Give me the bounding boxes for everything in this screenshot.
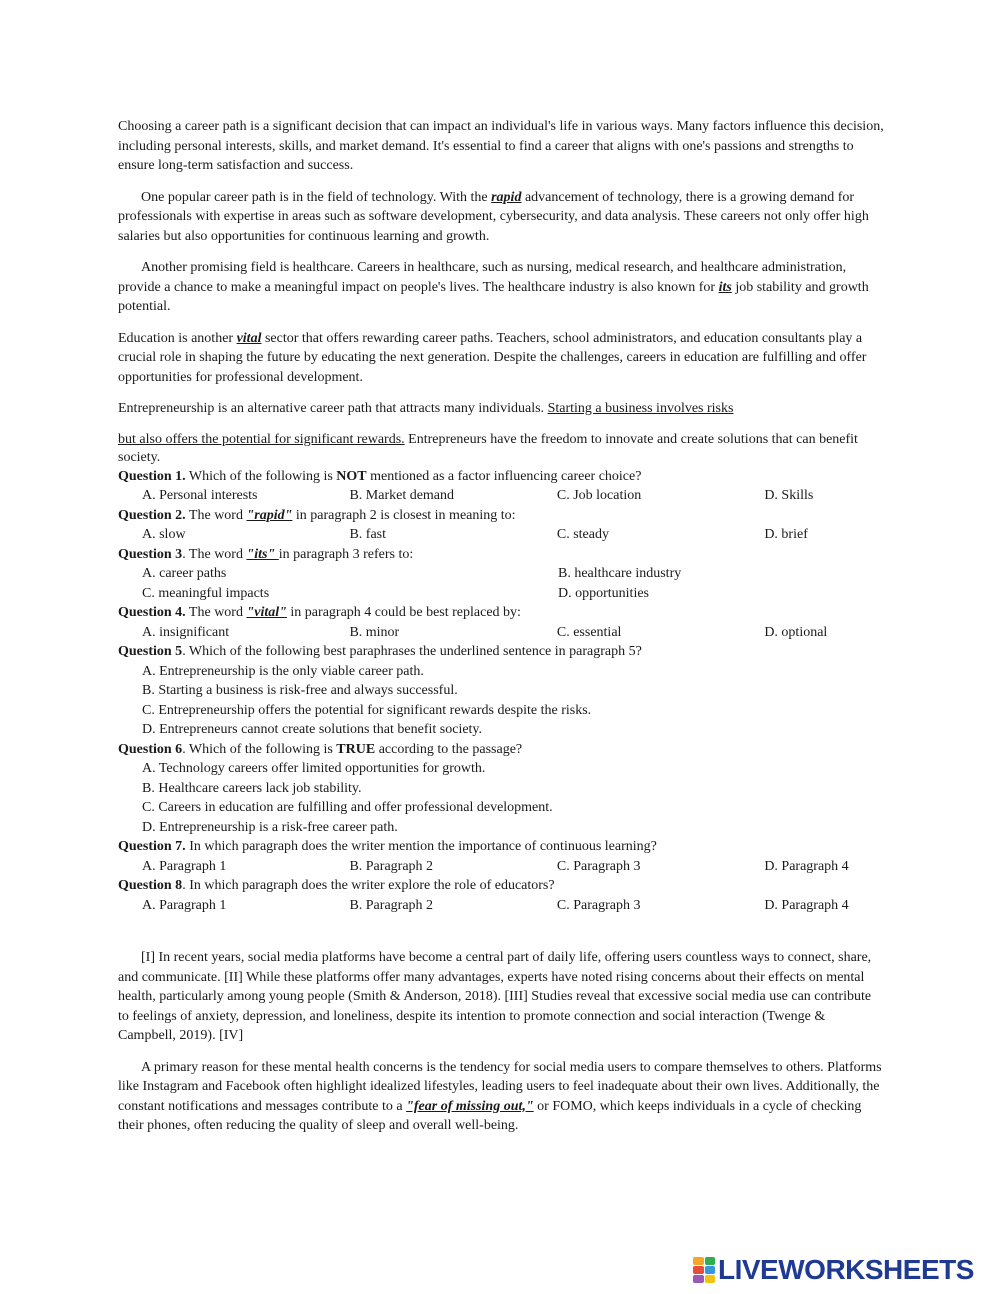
question-8-options: [118, 896, 884, 916]
question-1-emphasis: NOT: [336, 468, 367, 484]
question-3-keyword: "its": [246, 546, 279, 562]
paragraph-5-line-2: [118, 431, 884, 467]
question-8-text: . In which paragraph does the writer explore the role of educators?: [182, 878, 555, 893]
question-5-label: Question 5: [118, 644, 183, 659]
paragraph-4: [118, 329, 884, 388]
question-1-label: Question 1.: [118, 468, 186, 484]
keyword-its: its: [718, 279, 732, 295]
paragraph-2: [118, 188, 884, 247]
passage-2-paragraph-2-text-end: or FOMO, which keeps individuals in a cycle of checking their phones, often reducing the quality of sleep and overall well-being.: [118, 1098, 862, 1133]
option-d[interactable]: D. Skills: [764, 488, 814, 503]
question-3-stem: [118, 545, 884, 565]
question-7-options: [118, 857, 884, 877]
option-d[interactable]: D. Paragraph 4: [764, 897, 849, 913]
question-6-text: . Which of the following is: [182, 741, 337, 757]
question-8-label: Question 8: [118, 878, 183, 893]
passage-2-paragraph-2: [118, 1058, 884, 1136]
option-d[interactable]: D. Entrepreneurship is a risk-free career path.: [142, 819, 398, 835]
question-3-options-row-1: [118, 564, 884, 584]
keyword-fear-of-missing-out: "fear of missing out,": [406, 1098, 534, 1114]
question-3-text-end: in paragraph 3 refers to:: [278, 546, 414, 562]
question-4-keyword: "vital": [246, 605, 287, 620]
question-4-stem: [118, 603, 884, 623]
question-8: [118, 876, 884, 915]
option-c[interactable]: C. Paragraph 3: [556, 897, 641, 913]
paragraph-3: [118, 258, 884, 317]
keyword-rapid: rapid: [491, 189, 522, 205]
question-2-stem: [118, 506, 884, 526]
option-b[interactable]: B. Paragraph 2: [349, 858, 434, 874]
logo-block: [705, 1257, 716, 1265]
paragraph-1: Choosing a career path is a significant decision that can impact an individual's life in various ways. Many factors influence this decision, including personal interests, skills, and market demand. It's essential to find a career that aligns with one's passions and strengths to ensure long-term satisfaction and success.: [118, 119, 884, 173]
passage-2-paragraph-2-text: A primary reason for these mental health concerns is the tendency for social media users to compare themselves to others. Platforms like Instagram and Facebook often highlight idealized lifestyles, leading users to feel inadequate about their own lives. Additionally, the constant notifications and messages contribute to a: [118, 1059, 882, 1114]
question-2: [118, 506, 884, 545]
paragraph-4-text: Education is another: [118, 330, 237, 346]
question-8-stem: [118, 876, 884, 896]
option-d[interactable]: D. opportunities: [558, 585, 649, 601]
question-1-text-end: mentioned as a factor influencing career choice?: [366, 468, 642, 484]
question-6-stem: [118, 740, 884, 760]
option-b[interactable]: B. Market demand: [349, 488, 455, 503]
question-6-emphasis: TRUE: [336, 741, 376, 757]
underlined-sentence-part-1: Starting a business involves risks: [547, 401, 734, 416]
liveworksheets-logo: [693, 1255, 974, 1285]
paragraph-3-text-end: job stability and growth potential.: [118, 279, 869, 314]
option-b[interactable]: B. minor: [349, 624, 400, 640]
option-a[interactable]: A. Paragraph 1: [142, 858, 227, 874]
question-1-options: [118, 486, 884, 506]
option-b[interactable]: B. fast: [349, 527, 386, 542]
option-c[interactable]: C. essential: [556, 624, 622, 640]
logo-block: [705, 1275, 716, 1283]
passage-2-paragraph-1: [I] In recent years, social media platforms have become a central part of daily life, offering users countless ways to connect, share, and communicate. [II] While these platforms offer many advantages, experts have noted rising concerns about their effects on mental health, particularly among young people (Smith & Anderson, 2018). [III] Studies reveal that excessive social media use can contribute to feelings of anxiety, depression, and loneliness, despite its intention to promote connection and social interaction (Twenge & Campbell, 2019). [IV]: [118, 950, 872, 1043]
paragraph-2-text: One popular career path is in the field of technology. With the: [141, 189, 492, 205]
liveworksheets-logo-text: LIVEWORKSHEETS: [718, 1254, 974, 1285]
option-b[interactable]: B. healthcare industry: [558, 566, 682, 581]
option-a[interactable]: A. career paths: [142, 566, 227, 581]
question-4-label: Question 4.: [118, 605, 186, 620]
question-7-text: In which paragraph does the writer mention the importance of continuous learning?: [185, 839, 657, 854]
paragraph-5-text: Entrepreneurship is an alternative career path that attracts many individuals.: [118, 401, 548, 416]
paragraph-5-line-1: [118, 399, 884, 419]
reading-passage-1: [118, 117, 884, 915]
question-6: [118, 740, 884, 838]
keyword-vital: vital: [236, 330, 262, 346]
liveworksheets-logo-icon: [693, 1257, 715, 1283]
paragraph-5-text-end: Entrepreneurs have the freedom to innovate and create solutions that can benefit society.: [118, 431, 858, 465]
question-3: [118, 545, 884, 604]
question-3-text: . The word: [182, 546, 247, 562]
option-b[interactable]: B. Paragraph 2: [349, 897, 434, 913]
question-4-text-end: in paragraph 4 could be best replaced by:: [286, 605, 521, 620]
question-6-label: Question 6: [118, 741, 183, 757]
question-7-stem: [118, 837, 884, 857]
option-d[interactable]: D. Entrepreneurs cannot create solutions that benefit society.: [142, 722, 483, 737]
question-7-label: Question 7.: [118, 839, 186, 854]
question-1-text: Which of the following is: [185, 468, 337, 484]
logo-block: [705, 1266, 716, 1274]
paragraph-3-text: Another promising field is healthcare. Careers in healthcare, such as nursing, medical research, and healthcare administration, provide a chance to make a meaningful impact on people's lives. The healthcare industry is also known for: [118, 260, 847, 295]
question-7: [118, 837, 884, 876]
question-2-text-end: in paragraph 2 is closest in meaning to:: [292, 507, 516, 523]
question-4-options: [118, 623, 884, 643]
option-a[interactable]: A. Personal interests: [142, 488, 258, 503]
logo-block: [693, 1257, 704, 1265]
question-4: [118, 603, 884, 642]
question-2-text: The word: [185, 507, 247, 523]
option-c[interactable]: C. Job location: [556, 488, 642, 503]
option-a[interactable]: A. Technology careers offer limited opportunities for growth.: [142, 761, 486, 776]
question-5-text: . Which of the following best paraphrases the underlined sentence in paragraph 5?: [182, 644, 642, 659]
option-a[interactable]: A. Paragraph 1: [142, 897, 227, 913]
option-c[interactable]: C. Careers in education are fulfilling and offer professional development.: [142, 800, 553, 815]
option-c[interactable]: C. meaningful impacts: [142, 585, 270, 601]
question-5-stem: [118, 642, 884, 662]
question-1-stem: [118, 467, 884, 487]
option-d[interactable]: D. Paragraph 4: [764, 858, 849, 874]
question-6-text-end: according to the passage?: [375, 741, 523, 757]
option-a[interactable]: A. slow: [142, 527, 186, 542]
question-2-options: [118, 525, 884, 545]
paragraph-2-text-end: advancement of technology, there is a growing demand for professionals with expertise in areas such as software development, cybersecurity, and data analysis. These careers not only offer high salaries but also opportunities for continuous learning and growth.: [118, 189, 869, 244]
question-5: [118, 642, 884, 740]
question-2-label: Question 2.: [118, 507, 186, 523]
option-c[interactable]: C. Paragraph 3: [556, 858, 641, 874]
paragraph-4-text-end: sector that offers rewarding career paths. Teachers, school administrators, and education consultants play a crucial role in shaping the future by educating the next generation. Despite the challenges, careers in education are fulfilling and offer opportunities for professional development.: [118, 330, 867, 385]
option-a[interactable]: A. Entrepreneurship is the only viable career path.: [142, 663, 424, 679]
option-d[interactable]: D. optional: [764, 624, 828, 640]
option-d[interactable]: D. brief: [764, 527, 808, 542]
option-b[interactable]: B. Starting a business is risk-free and always successful.: [142, 683, 458, 698]
question-3-label: Question 3: [118, 546, 183, 562]
underlined-sentence-part-2: but also offers the potential for significant rewards.: [118, 431, 405, 447]
option-c[interactable]: C. Entrepreneurship offers the potential for significant rewards despite the risks.: [142, 702, 592, 718]
option-c[interactable]: C. steady: [556, 527, 609, 542]
logo-block: [693, 1275, 704, 1283]
question-4-text: The word: [185, 605, 247, 620]
question-2-keyword: "rapid": [246, 507, 293, 523]
option-a[interactable]: A. insignificant: [142, 624, 230, 640]
reading-passage-2: [118, 948, 884, 1148]
option-b[interactable]: B. Healthcare careers lack job stability.: [142, 780, 362, 796]
logo-block: [693, 1266, 704, 1274]
question-1: [118, 467, 884, 506]
question-3-options-row-2: [118, 584, 884, 604]
